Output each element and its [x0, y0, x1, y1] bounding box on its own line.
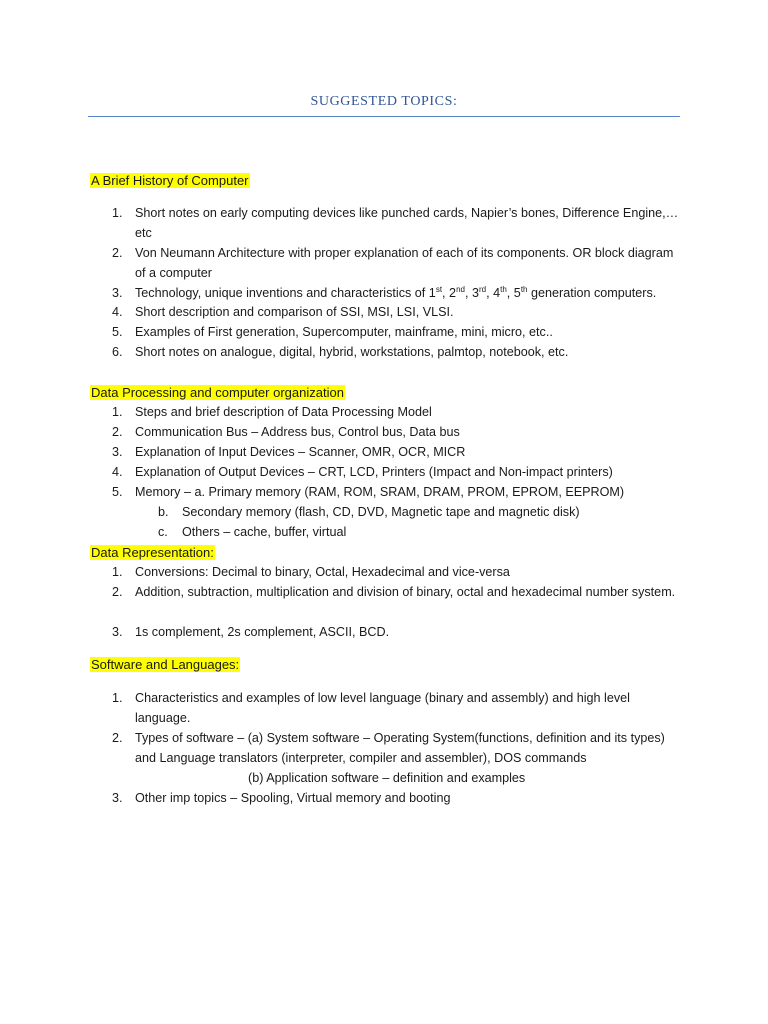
list-item: 4. Explanation of Output Devices – CRT, LCD, Printers (Impact and Non-impact printers) [112, 465, 613, 479]
sub-list-item: b. Secondary memory (flash, CD, DVD, Magnetic tape and magnetic disk) [158, 505, 580, 519]
continuation-line: (b) Application software – definition and examples [248, 771, 526, 785]
list-item: 2. Von Neumann Architecture with proper explanation of each of its components. OR block diagram of a computer [112, 246, 674, 280]
list-item: 2. Types of software – (a) System software – Operating System(functions, definition and its types) and Language translators (interpreter, compiler and assembler), DOS commands [112, 731, 665, 765]
list-item: 2. Addition, subtraction, multiplication and division of binary, octal and hexadecimal number system. [112, 585, 676, 599]
list-item: 5. Examples of First generation, Supercomputer, mainframe, mini, micro, etc.. [112, 325, 553, 339]
list-item: 3. Other imp topics – Spooling, Virtual memory and booting [112, 791, 451, 805]
list-item: 6. Short notes on analogue, digital, hybrid, workstations, palmtop, notebook, etc. [112, 345, 569, 359]
list-item: 5. Memory – a. Primary memory (RAM, ROM, SRAM, DRAM, PROM, EPROM, EEPROM) [112, 485, 625, 499]
section-heading-history: A Brief History of Computer [91, 173, 249, 188]
list-item: 3. Technology, unique inventions and characteristics of 1st, 2nd, 3rd, 4th, 5th generation computers. [112, 283, 682, 303]
list-item: 3. 1s complement, 2s complement, ASCII, BCD. [112, 625, 390, 639]
section-heading-software: Software and Languages: [91, 657, 240, 672]
section-heading-data-processing: Data Processing and computer organization [91, 385, 344, 400]
page-title: SUGGESTED TOPICS: [310, 94, 458, 109]
title-underline [88, 116, 680, 117]
list-item: 1. Characteristics and examples of low level language (binary and assembly) and high level language. [112, 691, 630, 725]
list-item: 3. Explanation of Input Devices – Scanner, OMR, OCR, MICR [112, 445, 466, 459]
list-item: 1. Conversions: Decimal to binary, Octal, Hexadecimal and vice-versa [112, 565, 510, 579]
list-item: 2. Communication Bus – Address bus, Control bus, Data bus [112, 425, 460, 439]
section-heading-data-representation: Data Representation: [91, 545, 214, 560]
sub-list-item: c. Others – cache, buffer, virtual [158, 525, 347, 539]
list-item: 1. Short notes on early computing devices like punched cards, Napier’s bones, Difference Engine,…etc [112, 206, 679, 240]
list-item: 4. Short description and comparison of SSI, MSI, LSI, VLSI. [112, 305, 454, 319]
generations-text: Technology, unique inventions and characteristics of 1st, 2nd, 3rd, 4th, 5th generation computers. [135, 284, 657, 300]
list-item: 1. Steps and brief description of Data Processing Model [112, 405, 432, 419]
